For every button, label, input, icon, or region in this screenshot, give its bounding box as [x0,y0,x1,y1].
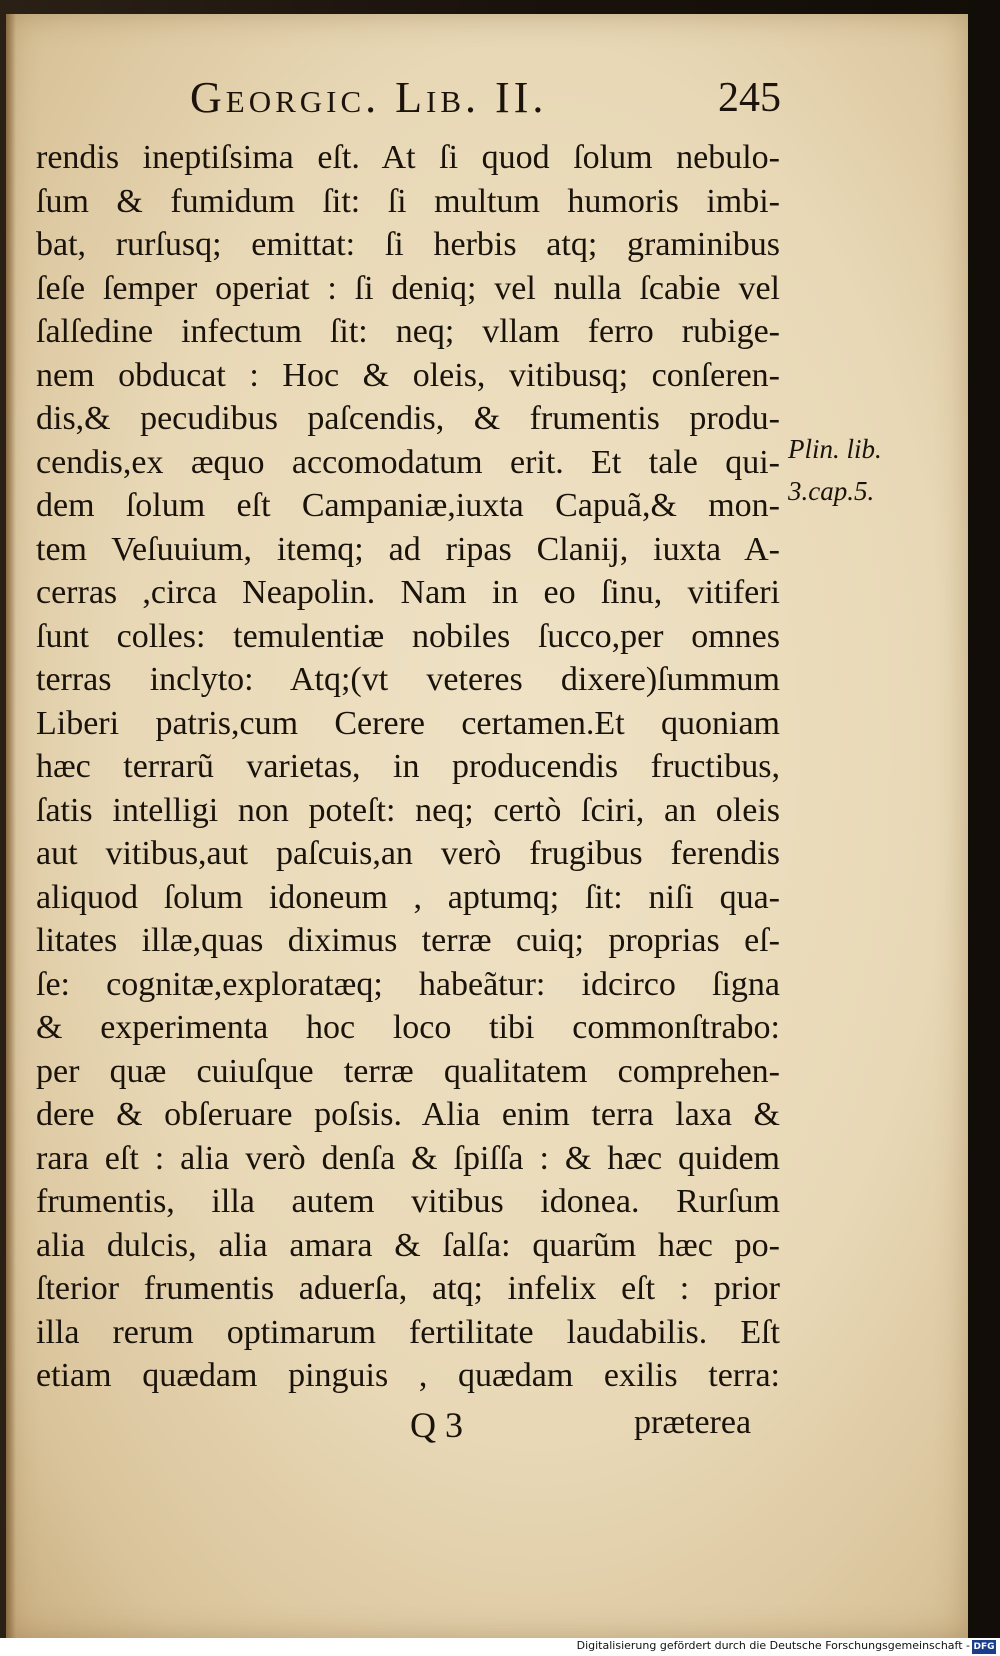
text-line: cendis,ex æquo accomodatum erit. Et tale qui- [36,443,780,481]
body-text [36,136,780,1398]
text-line: & experimenta hoc loco tibi commonſtrabo: [36,1009,780,1046]
catchword: præterea [634,1404,752,1441]
text-line: rendis ineptiſsima eſt. At ſi quod ſolum nebulo- [36,139,780,176]
text-line: tem Veſuuium, itemq; ad ripas Clanij, iuxta A- [36,530,780,568]
text-line: rara eſt : alia verò denſa & ſpiſſa : & hæc quidem [36,1139,780,1177]
text-line: illa rerum optimarum fertilitate laudabilis. Eſt [36,1313,780,1351]
text-line: ſum & fumidum ſit: ſi multum humoris imbi- [36,182,780,220]
page-header [190,72,790,132]
text-line: nem obducat : Hoc & oleis, vitibusq; conſeren- [36,356,780,394]
page-edge [6,14,16,1638]
text-line: dere & obſeruare poſsis. Alia enim terra laxa & [36,1096,780,1133]
text-line: aliquod ſolum idoneum , aptumq; ſit: niſi qua- [36,878,780,916]
text-line: dis,& pecudibus paſcendis, & frumentis produ- [36,400,780,437]
text-line: per quæ cuiuſque terræ qualitatem comprehen- [36,1052,780,1090]
text-line: ſe: cognitæ,exploratæq; habeãtur: idcirco ſigna [36,965,780,1003]
text-line: dem ſolum eſt Campaniæ,iuxta Capuã,& mon- [36,487,780,524]
signature-mark: Q 3 [410,1405,463,1445]
marginal-note-line: Plin. lib. [788,434,882,464]
text-line: ſunt colles: temulentiæ nobiles ſucco,per omnes [36,617,780,655]
dfg-logo-icon: DFG [973,1642,995,1652]
text-line: hæc terrarũ varietas, in producendis fructibus, [36,748,780,785]
text-line: ſalſedine infectum ſit: neq; vllam ferro rubige- [36,313,780,350]
text-line: ſterior frumentis aduerſa, atq; infelix eſt : prior [36,1270,780,1307]
credit-bar [0,1638,1000,1656]
credit-text: Digitalisierung gefördert durch die Deutsche Forschungsgemeinschaft - [576,1639,970,1652]
text-line: etiam quædam pinguis , quædam exilis terra: [36,1357,780,1394]
page-number: 245 [718,75,781,121]
text-line: ſatis intelligi non poteſt: neq; certò ſciri, an oleis [36,791,780,829]
running-title: Georgic. Lib. II. [190,73,548,122]
text-line: ſeſe ſemper operiat : ſi deniq; vel nulla ſcabie vel [36,269,780,307]
text-line: aut vitibus,aut paſcuis,an verò frugibus ferendis [36,835,780,872]
text-line: terras inclyto: Atq;(vt veteres dixere)ſummum [36,661,780,698]
text-line: Liberi patris,cum Cerere certamen.Et quoniam [36,704,780,742]
marginal-note-line: 3.cap.5. [788,476,875,506]
marginal-note [788,428,908,512]
text-line: bat, rurſusq; emittat: ſi herbis atq; graminibus [36,226,780,263]
text-line: litates illæ,quas diximus terræ cuiq; proprias eſ- [36,922,780,959]
text-line: frumentis, illa autem vitibus idonea. Rurſum [36,1183,780,1220]
text-line: cerras ,circa Neapolin. Nam in eo ſinu, vitiferi [36,574,780,611]
text-line: alia dulcis, alia amara & ſalſa: quarũm hæc po- [36,1226,780,1264]
